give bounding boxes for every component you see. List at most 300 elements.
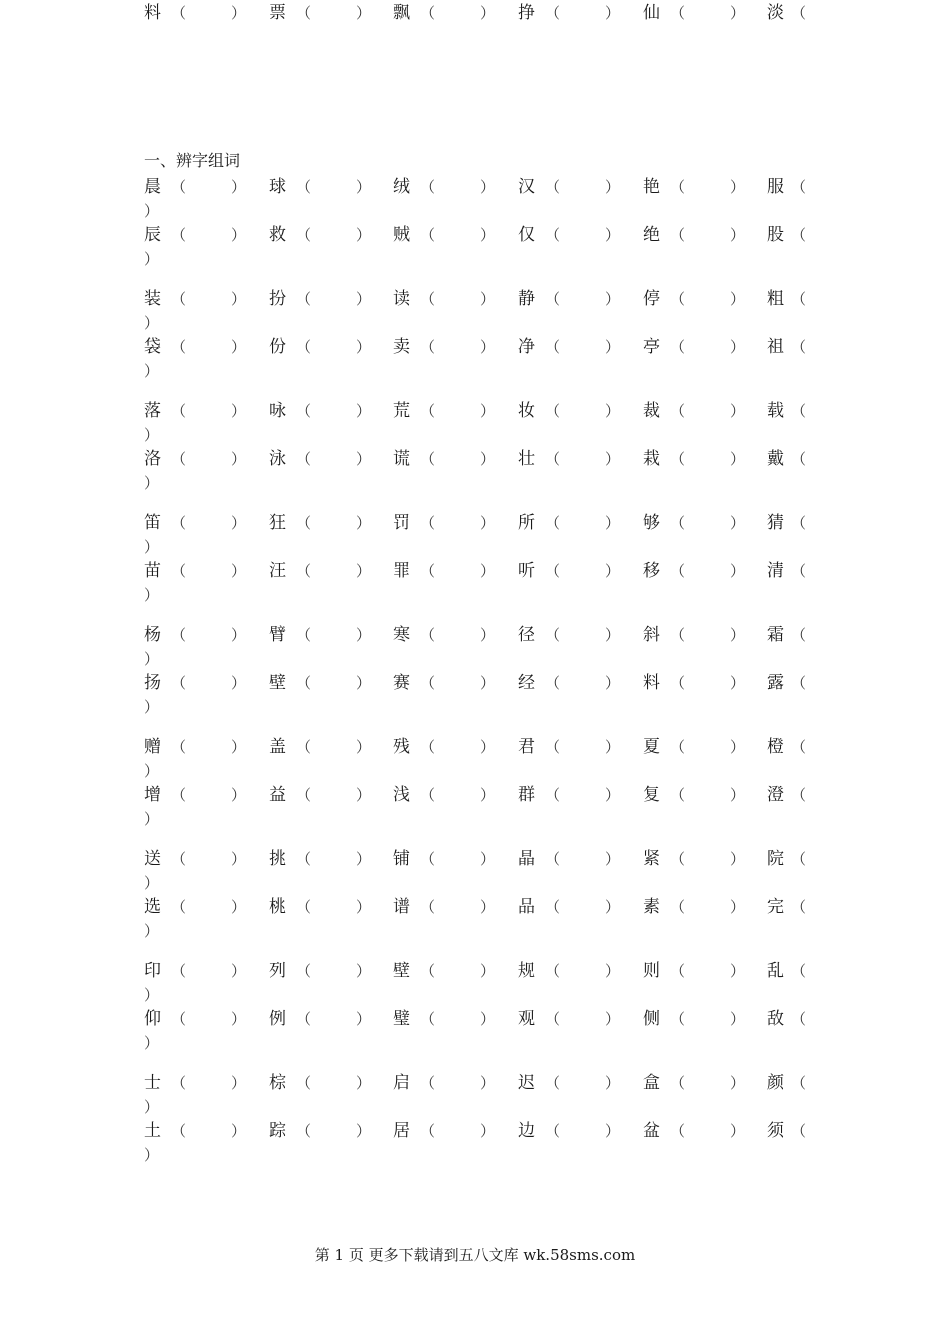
answer-blank-open[interactable]: （ [171,962,187,980]
answer-blank-open[interactable]: （ [296,1010,312,1028]
answer-blank-open[interactable]: （ [420,178,436,196]
word-item [518,0,621,26]
word-item [144,510,247,536]
answer-blank-close: ） [480,4,496,22]
answer-blank-close: ） [231,962,247,980]
answer-blank-close: ） [730,290,746,308]
word-item [144,286,247,312]
character: 启 [393,1073,410,1093]
answer-blank-open[interactable]: （ [545,962,561,980]
answer-blank-open[interactable]: （ [296,786,312,804]
character: 份 [269,337,286,357]
answer-blank-open[interactable]: （ [420,226,436,244]
answer-blank-open[interactable]: （ [420,4,436,22]
answer-blank-close: ） [144,762,160,780]
word-item [269,558,372,584]
exercise-row [144,734,824,760]
answer-blank-close: ） [144,586,160,604]
answer-blank-open[interactable]: （ [171,562,187,580]
answer-blank-close: ） [356,962,372,980]
answer-blank-open[interactable]: （ [545,178,561,196]
answer-blank-close: ） [730,402,746,420]
character: 壁 [269,673,286,693]
character: 臂 [269,625,286,645]
word-item [144,622,247,648]
word-item [643,510,746,536]
answer-blank-open[interactable]: （ [171,226,187,244]
answer-blank-close: ） [144,362,160,380]
character: 泳 [269,449,286,469]
character: 清 [767,561,784,581]
answer-blank-open[interactable]: （ [420,898,436,916]
exercise-row [144,846,824,872]
answer-blank-open[interactable]: （ [545,290,561,308]
answer-blank-open[interactable]: （ [420,1010,436,1028]
wrapped-line [144,1032,824,1054]
character: 赛 [393,673,410,693]
answer-blank-close: ） [480,850,496,868]
answer-blank-close: ） [231,514,247,532]
exercise-row [144,958,824,984]
answer-blank-open[interactable]: （ [670,1122,686,1140]
answer-blank-open[interactable]: （ [171,674,187,692]
answer-blank-close: ） [356,290,372,308]
answer-blank-open[interactable]: （ [171,338,187,356]
answer-blank-open[interactable]: （ [296,1074,312,1092]
word-item [144,670,247,696]
answer-blank-open[interactable]: （ [171,1010,187,1028]
exercise-row [144,782,824,808]
answer-blank-open[interactable]: （ [420,962,436,980]
answer-blank-open[interactable]: （ [171,178,187,196]
word-item [269,782,372,808]
answer-blank-open[interactable]: （ [171,4,187,22]
row-pair [144,958,824,1054]
answer-blank-open[interactable]: （ [791,402,807,420]
answer-blank-open[interactable]: （ [171,898,187,916]
answer-blank-close: ） [144,874,160,892]
answer-blank-open[interactable]: （ [171,1074,187,1092]
character: 须 [767,1121,784,1141]
character: 院 [767,849,784,869]
answer-blank-open[interactable]: （ [420,402,436,420]
character: 壁 [393,961,410,981]
answer-blank-open[interactable]: （ [670,898,686,916]
wrapped-line [144,872,824,894]
answer-blank-open[interactable]: （ [171,290,187,308]
answer-blank-open[interactable]: （ [791,1074,807,1092]
answer-blank-close: ） [231,1010,247,1028]
word-item [643,1070,746,1096]
exercise-row [144,622,824,648]
row-pair [144,1070,824,1166]
word-item [767,286,807,312]
character: 壮 [518,449,535,469]
answer-blank-close: ） [231,4,247,22]
answer-blank-open[interactable]: （ [171,1122,187,1140]
character: 君 [518,737,535,757]
answer-blank-open[interactable]: （ [545,1010,561,1028]
character: 移 [643,561,660,581]
answer-blank-close: ） [730,226,746,244]
row-pair [144,0,824,26]
word-item [518,174,621,200]
character: 选 [144,897,161,917]
character: 戴 [767,449,784,469]
character: 侧 [643,1009,660,1029]
wrapped-line [144,312,824,334]
word-item [269,1006,372,1032]
word-item [643,174,746,200]
character: 飘 [393,3,410,23]
answer-blank-open[interactable]: （ [420,338,436,356]
answer-blank-open[interactable]: （ [420,562,436,580]
answer-blank-open[interactable]: （ [791,850,807,868]
word-item [767,894,807,920]
answer-blank-open[interactable]: （ [670,290,686,308]
answer-blank-close: ） [605,674,621,692]
answer-blank-open[interactable]: （ [171,450,187,468]
word-item [518,734,621,760]
answer-blank-close: ） [356,898,372,916]
word-item [269,1118,372,1144]
page-footer: 第 1 页 更多下载请到五八文库 wk.58sms.com [314,1246,636,1264]
character: 卖 [393,337,410,357]
answer-blank-open[interactable]: （ [791,1122,807,1140]
word-item [643,398,746,424]
word-item [393,0,496,26]
wrapped-line [144,360,824,382]
answer-blank-open[interactable]: （ [670,338,686,356]
answer-blank-open[interactable]: （ [791,338,807,356]
answer-blank-close: ） [605,786,621,804]
answer-blank-open[interactable]: （ [791,4,807,22]
word-item [144,958,247,984]
answer-blank-close: ） [356,450,372,468]
answer-blank-close: ） [480,290,496,308]
answer-blank-close: ） [480,962,496,980]
answer-blank-open[interactable]: （ [545,1074,561,1092]
character: 居 [393,1121,410,1141]
answer-blank-open[interactable]: （ [545,898,561,916]
answer-blank-close: ） [231,1074,247,1092]
character: 读 [393,289,410,309]
answer-blank-close: ） [605,850,621,868]
character: 品 [518,897,535,917]
answer-blank-open[interactable]: （ [545,738,561,756]
answer-blank-close: ） [480,338,496,356]
word-item [518,622,621,648]
answer-blank-open[interactable]: （ [791,738,807,756]
answer-blank-open[interactable]: （ [670,450,686,468]
answer-blank-open[interactable]: （ [670,674,686,692]
answer-blank-open[interactable]: （ [296,514,312,532]
answer-blank-close: ） [730,786,746,804]
answer-blank-open[interactable]: （ [670,738,686,756]
word-item [643,334,746,360]
answer-blank-open[interactable]: （ [296,738,312,756]
character: 观 [518,1009,535,1029]
wrapped-line [144,472,824,494]
answer-blank-open[interactable]: （ [545,786,561,804]
character: 送 [144,849,161,869]
answer-blank-open[interactable]: （ [420,626,436,644]
answer-blank-close: ） [231,898,247,916]
answer-blank-open[interactable]: （ [296,898,312,916]
word-item [767,1118,807,1144]
answer-blank-close: ） [480,898,496,916]
row-pair [144,286,824,382]
exercise-row [144,670,824,696]
word-item [643,1006,746,1032]
answer-blank-close: ） [480,178,496,196]
exercise-row [144,334,824,360]
answer-blank-open[interactable]: （ [296,226,312,244]
word-item [643,670,746,696]
word-item [518,894,621,920]
answer-blank-close: ） [730,898,746,916]
answer-blank-open[interactable]: （ [545,226,561,244]
answer-blank-close: ） [730,562,746,580]
answer-blank-open[interactable]: （ [670,1074,686,1092]
wrapped-line [144,648,824,670]
answer-blank-open[interactable]: （ [296,402,312,420]
character: 淡 [767,3,784,23]
answer-blank-open[interactable]: （ [420,850,436,868]
answer-blank-close: ） [231,402,247,420]
answer-blank-open[interactable]: （ [791,626,807,644]
answer-blank-close: ） [356,786,372,804]
answer-blank-close: ） [730,1010,746,1028]
answer-blank-open[interactable]: （ [171,738,187,756]
word-item [393,622,496,648]
answer-blank-open[interactable]: （ [791,674,807,692]
wrapped-line [144,536,824,558]
character: 复 [643,785,660,805]
word-item [269,286,372,312]
answer-blank-open[interactable]: （ [670,850,686,868]
answer-blank-close: ） [356,514,372,532]
character: 挑 [269,849,286,869]
answer-blank-open[interactable]: （ [670,514,686,532]
answer-blank-close: ） [480,786,496,804]
answer-blank-open[interactable]: （ [296,674,312,692]
answer-blank-open[interactable]: （ [296,338,312,356]
exercise-row [144,222,824,248]
answer-blank-close: ） [605,338,621,356]
answer-blank-close: ） [231,226,247,244]
answer-blank-close: ） [356,226,372,244]
answer-blank-open[interactable]: （ [545,338,561,356]
exercise-row [144,398,824,424]
character: 夏 [643,737,660,757]
character: 停 [643,289,660,309]
character: 祖 [767,337,784,357]
answer-blank-open[interactable]: （ [545,4,561,22]
answer-blank-open[interactable]: （ [420,290,436,308]
wrapped-line [144,424,824,446]
answer-blank-close: ） [605,562,621,580]
answer-blank-open[interactable]: （ [171,786,187,804]
answer-blank-open[interactable]: （ [545,674,561,692]
answer-blank-close: ） [480,674,496,692]
answer-blank-open[interactable]: （ [670,626,686,644]
character: 益 [269,785,286,805]
answer-blank-open[interactable]: （ [171,850,187,868]
answer-blank-close: ） [480,626,496,644]
answer-blank-open[interactable]: （ [791,1010,807,1028]
answer-blank-open[interactable]: （ [296,850,312,868]
word-item [269,1070,372,1096]
answer-blank-open[interactable]: （ [545,402,561,420]
character: 仰 [144,1009,161,1029]
answer-blank-open[interactable]: （ [296,4,312,22]
answer-blank-close: ） [144,650,160,668]
answer-blank-open[interactable]: （ [791,290,807,308]
wrapped-line [144,920,824,942]
answer-blank-open[interactable]: （ [670,1010,686,1028]
word-item [269,622,372,648]
answer-blank-open[interactable]: （ [296,626,312,644]
answer-blank-open[interactable]: （ [296,290,312,308]
word-item [643,846,746,872]
answer-blank-close: ） [144,538,160,556]
answer-blank-close: ） [480,1074,496,1092]
word-item [767,222,807,248]
character: 列 [269,961,286,981]
answer-blank-open[interactable]: （ [670,962,686,980]
answer-blank-close: ） [480,1122,496,1140]
answer-blank-open[interactable]: （ [171,514,187,532]
character: 苗 [144,561,161,581]
answer-blank-open[interactable]: （ [670,178,686,196]
row-pair [144,734,824,830]
answer-blank-open[interactable]: （ [791,226,807,244]
word-item [767,1006,807,1032]
answer-blank-close: ） [144,986,160,1004]
word-item [269,734,372,760]
answer-blank-close: ） [356,738,372,756]
answer-blank-close: ） [730,850,746,868]
character: 笛 [144,513,161,533]
answer-blank-open[interactable]: （ [670,226,686,244]
word-item [393,782,496,808]
exercise-row [144,286,824,312]
answer-blank-close: ） [356,1010,372,1028]
answer-blank-close: ） [730,1122,746,1140]
answer-blank-open[interactable]: （ [420,786,436,804]
character: 橙 [767,737,784,757]
character: 寒 [393,625,410,645]
answer-blank-open[interactable]: （ [670,562,686,580]
answer-blank-close: ） [730,1074,746,1092]
answer-blank-open[interactable]: （ [545,450,561,468]
word-item [767,782,807,808]
answer-blank-close: ） [144,314,160,332]
answer-blank-open[interactable]: （ [545,562,561,580]
answer-blank-close: ） [605,1074,621,1092]
word-item [393,958,496,984]
word-item [393,174,496,200]
character: 袋 [144,337,161,357]
answer-blank-open[interactable]: （ [545,626,561,644]
answer-blank-open[interactable]: （ [420,1074,436,1092]
answer-blank-open[interactable]: （ [296,962,312,980]
answer-blank-open[interactable]: （ [420,674,436,692]
answer-blank-open[interactable]: （ [545,850,561,868]
answer-blank-open[interactable]: （ [545,514,561,532]
word-item [393,1006,496,1032]
answer-blank-open[interactable]: （ [296,450,312,468]
answer-blank-open[interactable]: （ [670,402,686,420]
character: 罚 [393,513,410,533]
answer-blank-open[interactable]: （ [791,450,807,468]
answer-blank-open[interactable]: （ [791,898,807,916]
answer-blank-open[interactable]: （ [420,738,436,756]
word-item [518,1070,621,1096]
answer-blank-close: ） [730,450,746,468]
answer-blank-open[interactable]: （ [420,514,436,532]
answer-blank-open[interactable]: （ [420,1122,436,1140]
exercise-row [144,894,824,920]
answer-blank-open[interactable]: （ [791,562,807,580]
word-item [767,510,807,536]
word-item [643,622,746,648]
character: 猜 [767,513,784,533]
answer-blank-open[interactable]: （ [670,4,686,22]
wrapped-line [144,760,824,782]
answer-blank-open[interactable]: （ [791,786,807,804]
answer-blank-open[interactable]: （ [171,626,187,644]
answer-blank-close: ） [605,626,621,644]
character: 妆 [518,401,535,421]
character: 增 [144,785,161,805]
character: 斜 [643,625,660,645]
answer-blank-close: ） [144,698,160,716]
character: 救 [269,225,286,245]
answer-blank-open[interactable]: （ [296,1122,312,1140]
character: 杨 [144,625,161,645]
answer-blank-close: ） [480,402,496,420]
word-item [518,846,621,872]
answer-blank-open[interactable]: （ [296,178,312,196]
character: 所 [518,513,535,533]
answer-blank-open[interactable]: （ [420,450,436,468]
character: 露 [767,673,784,693]
answer-blank-open[interactable]: （ [171,402,187,420]
answer-blank-open[interactable]: （ [545,1122,561,1140]
answer-blank-close: ） [356,402,372,420]
answer-blank-open[interactable]: （ [791,962,807,980]
word-item [393,222,496,248]
character: 谱 [393,897,410,917]
character: 挣 [518,3,535,23]
character: 规 [518,961,535,981]
answer-blank-open[interactable]: （ [296,562,312,580]
answer-blank-open[interactable]: （ [670,786,686,804]
character: 载 [767,401,784,421]
answer-blank-open[interactable]: （ [791,178,807,196]
word-item [144,1118,247,1144]
character: 绒 [393,177,410,197]
answer-blank-close: ） [356,338,372,356]
answer-blank-close: ） [144,810,160,828]
character: 装 [144,289,161,309]
answer-blank-close: ） [730,178,746,196]
character: 扬 [144,673,161,693]
character: 票 [269,3,286,23]
answer-blank-open[interactable]: （ [791,514,807,532]
